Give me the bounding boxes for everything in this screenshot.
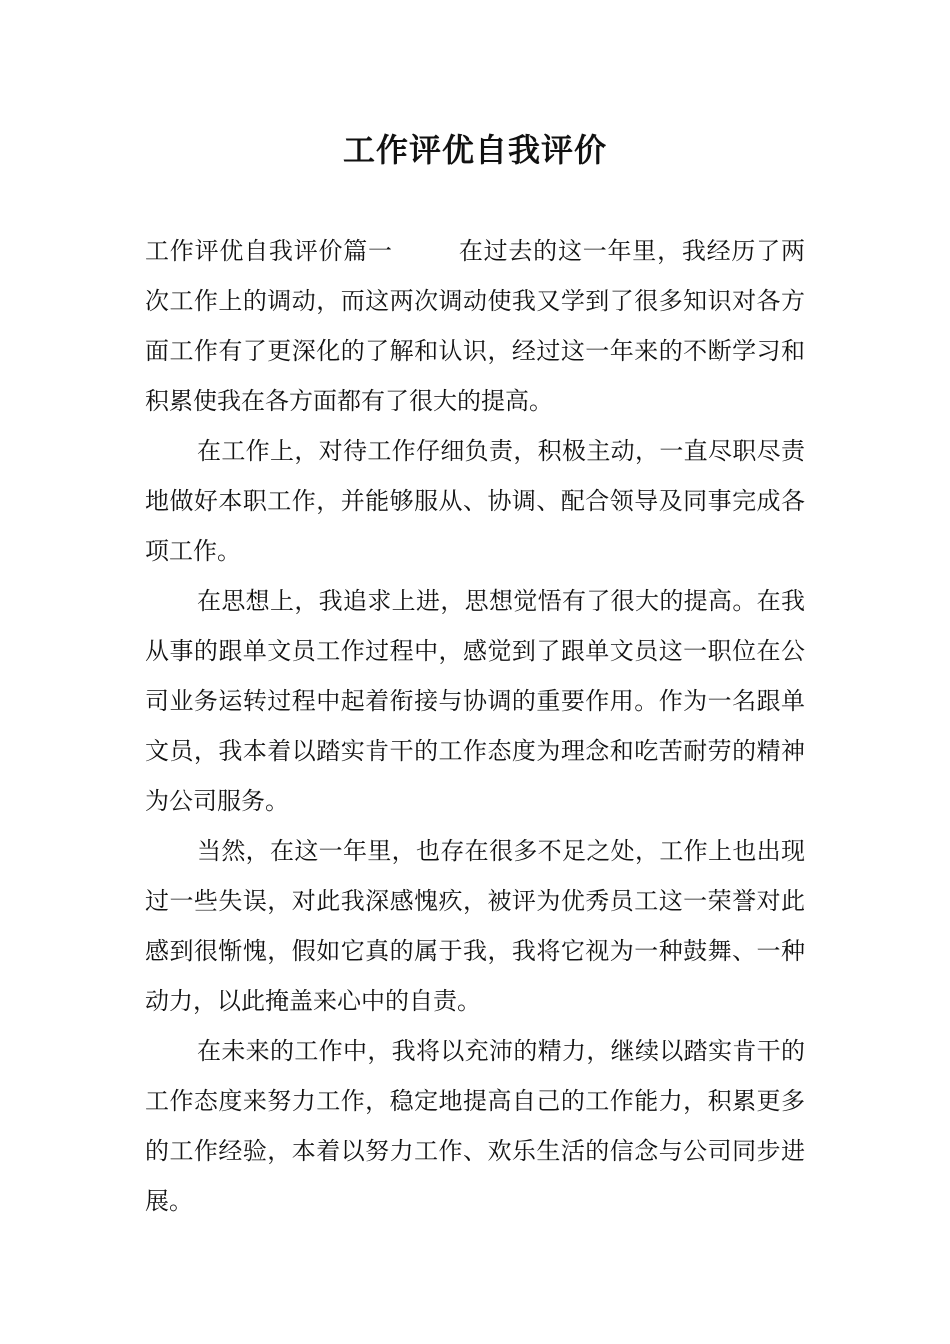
paragraph-3: 在思想上，我追求上进，思想觉悟有了很大的提高。在我从事的跟单文员工作过程中，感觉到了跟单文员这一职位在公司业务运转过程中起着衔接与协调的重要作用。作为一名跟单文员，我本着以踏实肯干的工作态度为理念和吃苦耐劳的精神为公司服务。: [145, 587, 805, 815]
document-body: [145, 226, 805, 1226]
document-title: 工作评优自我评价: [342, 131, 607, 169]
paragraph-4: 当然，在这一年里，也存在很多不足之处，工作上也出现过一些失误，对此我深感愧疚，被评为优秀员工这一荣誉对此感到很惭愧，假如它真的属于我，我将它视为一种鼓舞、一种动力，以此掩盖来心中的自责。: [145, 837, 805, 1015]
paragraph-2: 在工作上，对待工作仔细负责，积极主动，一直尽职尽责地做好本职工作，并能够服从、协调、配合领导及同事完成各项工作。: [145, 437, 805, 565]
paragraph-1: [145, 226, 805, 426]
paragraph-1-text: 在过去的这一年里，我经历了两次工作上的调动，而这两次调动使我又学到了很多知识对各方面工作有了更深化的了解和认识，经过这一年来的不断学习和积累使我在各方面都有了很大的提高。: [145, 237, 806, 415]
paragraph-5: 在未来的工作中，我将以充沛的精力，继续以踏实肯干的工作态度来努力工作，稳定地提高自己的工作能力，积累更多的工作经验，本着以努力工作、欢乐生活的信念与公司同步进展。: [145, 1037, 805, 1215]
section-heading: 工作评优自我评价篇一: [145, 237, 393, 265]
